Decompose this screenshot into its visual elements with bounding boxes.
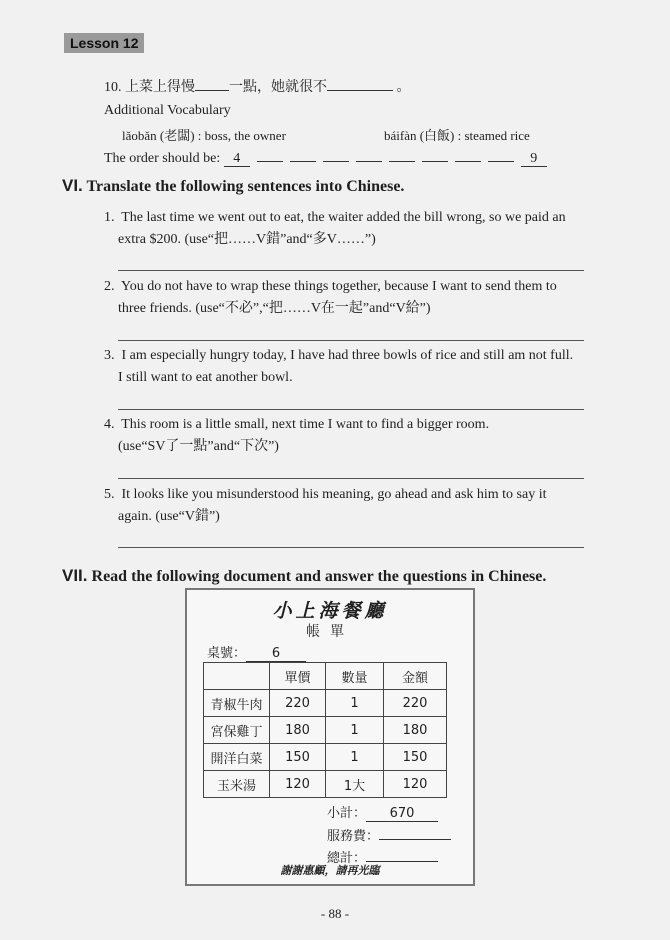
answer-line[interactable] (118, 270, 584, 271)
amount: 120 (384, 771, 447, 798)
answer-blank[interactable] (195, 78, 229, 91)
translation-item-5 (104, 484, 547, 528)
question-10 (104, 76, 411, 96)
section-title: Translate the following sentences into Chinese. (86, 178, 405, 195)
quantity: 1 (326, 690, 384, 717)
item-number: 2. (104, 279, 115, 294)
unit-price: 120 (270, 771, 326, 798)
dish-name: 青椒牛肉 (204, 690, 270, 717)
order-blank[interactable] (455, 147, 481, 162)
order-blank[interactable]: 4 (224, 152, 250, 167)
translation-item-4 (104, 414, 489, 458)
item-line: I am especially hungry today, I have had three bowls of rice and still am not full. (121, 348, 574, 363)
order-blank[interactable] (323, 147, 349, 162)
item-line: again. (use“V錯”) (118, 509, 220, 524)
item-line: It looks like you misunderstood his meaning, go ahead and ask him to say it (121, 487, 547, 502)
dish-name: 玉米湯 (204, 771, 270, 798)
table-row (204, 771, 447, 798)
item-line: extra $200. (use“把……V錯”and“多V……”) (118, 232, 376, 247)
quantity: 1 (326, 744, 384, 771)
answer-line[interactable] (118, 478, 584, 479)
section-numeral: VI. (62, 176, 83, 195)
header-cell: 金額 (384, 663, 447, 690)
vocab-word-laoban: lǎobǎn (老闆) : boss, the owner (122, 128, 286, 143)
answer-blank[interactable] (327, 78, 393, 91)
question-text-part2: 一點，她就很不 (229, 79, 327, 95)
section-6-heading (62, 176, 404, 196)
dish-name: 開洋白菜 (204, 744, 270, 771)
quantity: 1 (326, 717, 384, 744)
item-line: You do not have to wrap these things together, because I want to send them to (120, 279, 557, 294)
dish-name: 宮保雞丁 (204, 717, 270, 744)
receipt-subtitle: 帳單 (306, 624, 354, 640)
service-fee-row (327, 824, 451, 844)
quantity: 1大 (326, 771, 384, 798)
order-blank[interactable] (257, 147, 283, 162)
item-number: 5. (104, 487, 115, 502)
subtotal-label: 小計： (327, 806, 367, 821)
translation-item-3 (104, 345, 573, 389)
order-blank[interactable]: 9 (521, 152, 547, 167)
amount: 180 (384, 717, 447, 744)
additional-vocab-heading: Additional Vocabulary (104, 103, 231, 118)
section-title: Read the following document and answer the questions in Chinese. (91, 568, 547, 585)
table-number (207, 642, 306, 662)
header-cell: 數量 (326, 663, 384, 690)
item-line: This room is a little small, next time I want to find a bigger room. (121, 417, 490, 432)
table-number-value: 6 (246, 646, 306, 662)
amount: 150 (384, 744, 447, 771)
subtotal-row (327, 802, 438, 822)
item-line: three friends. (use“不必”,“把……V在一起”and“V給”) (118, 301, 431, 316)
header-cell: 單價 (270, 663, 326, 690)
header-cell (204, 663, 270, 690)
answer-line[interactable] (118, 547, 584, 548)
item-number: 3. (104, 348, 115, 363)
question-text-part1: 上菜上得慢 (125, 79, 195, 95)
order-blank[interactable] (488, 147, 514, 162)
bill-table (203, 662, 447, 798)
item-line: I still want to eat another bowl. (118, 370, 293, 385)
order-blank[interactable] (389, 147, 415, 162)
answer-line[interactable] (118, 340, 584, 341)
lesson-label: Lesson 12 (64, 33, 144, 53)
item-line: (use“SV了一點”and“下次”) (118, 439, 279, 454)
order-label: The order should be: (104, 151, 221, 166)
unit-price: 180 (270, 717, 326, 744)
translation-item-1 (104, 207, 566, 251)
question-text-part3: 。 (396, 79, 411, 95)
table-header-row (204, 663, 447, 690)
amount: 220 (384, 690, 447, 717)
restaurant-name: 小上海餐廳 (272, 600, 388, 622)
restaurant-receipt (185, 588, 475, 886)
table-row (204, 690, 447, 717)
answer-line[interactable] (118, 409, 584, 410)
section-numeral: VII. (62, 566, 88, 585)
question-number: 10. (104, 80, 122, 95)
item-number: 4. (104, 417, 115, 432)
thank-you-note: 謝謝惠顧，請再光臨 (280, 864, 380, 877)
unit-price: 150 (270, 744, 326, 771)
service-fee-value[interactable] (379, 824, 451, 840)
unit-price: 220 (270, 690, 326, 717)
item-line: The last time we went out to eat, the waiter added the bill wrong, so we paid an (121, 210, 566, 225)
table-row (204, 717, 447, 744)
item-number: 1. (104, 210, 115, 225)
total-label: 總計： (327, 851, 367, 866)
page-number: - 88 - (320, 906, 350, 921)
table-row (204, 744, 447, 771)
order-blank[interactable] (422, 147, 448, 162)
order-row (104, 147, 554, 167)
order-blank[interactable] (290, 147, 316, 162)
translation-item-2 (104, 276, 557, 320)
subtotal-value: 670 (366, 806, 438, 822)
total-value[interactable] (366, 846, 438, 862)
service-fee-label: 服務費： (327, 829, 380, 844)
vocab-word-baifan: báifàn (白飯) : steamed rice (384, 128, 530, 143)
order-blank[interactable] (356, 147, 382, 162)
section-7-heading (62, 566, 546, 586)
table-number-label: 桌號： (207, 646, 247, 661)
